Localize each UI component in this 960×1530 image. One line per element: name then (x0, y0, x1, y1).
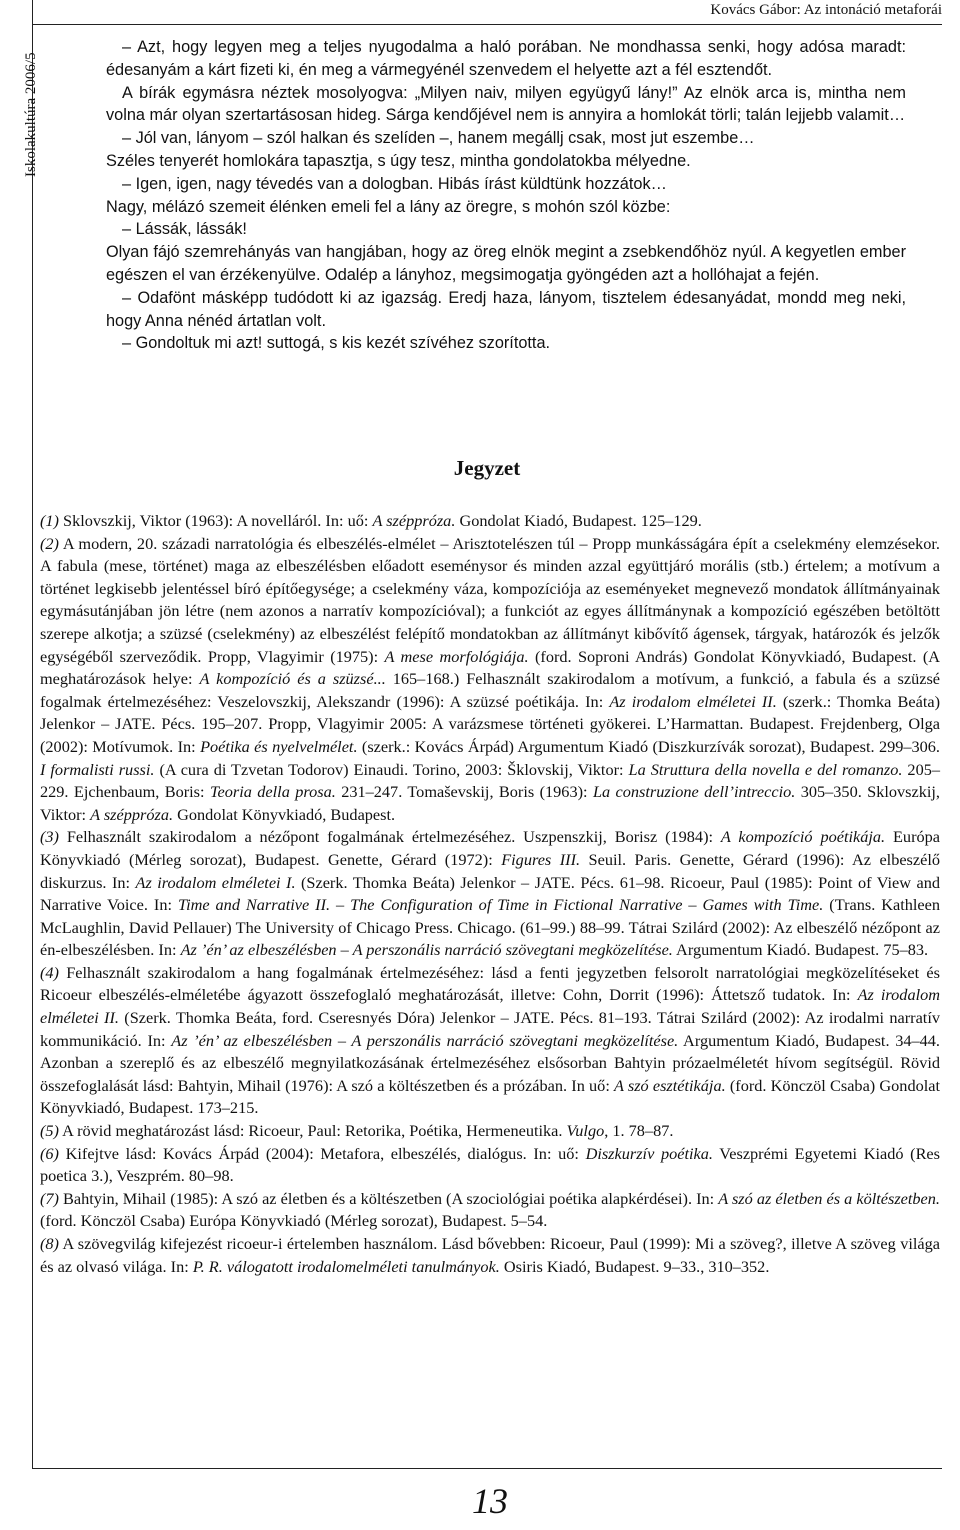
notes-section (40, 510, 940, 1278)
note-6: (6) Kifejtve lásd: Kovács Árpád (2004): Metafora, elbeszélés, dialógus. In: uő: Diszkurzív poétika. Veszprémi Egyetemi Kiadó (Res poetica 3.), Veszprém. 80–98. (40, 1143, 940, 1186)
story-text (106, 36, 906, 355)
paragraph: – Igen, igen, nagy tévedés van a dologban. Hibás írást küldtünk hozzátok… (122, 174, 667, 193)
note-1: (1) Sklovszkij, Viktor (1963): A novelláról. In: uő: A széppróza. Gondolat Kiadó, Budapest. 125–129. (40, 511, 702, 530)
note-5: (5) A rövid meghatározást lásd: Ricoeur, Paul: Retorika, Poétika, Hermeneutika. Vulgo, 1. 78–87. (40, 1121, 674, 1141)
journal-sidebar (4, 12, 39, 212)
journal-title: Iskolakultúra 2006/5 (23, 52, 39, 177)
header-rule (32, 24, 942, 25)
running-head: Kovács Gábor: Az intonáció metaforái (710, 2, 942, 18)
note-2: (2) A modern, 20. századi narratológia és elbeszélés-elmélet – Arisztotelészen túl – Propp munkásságára épít a cselekmény elemzésekor. A fabula (mese, történet) maga az elbeszélésben előadott eseménysor és minden azzal együttjáró morális (stb.) értelem; a motívum a történet legkisebb jelentéssel bíró építőegysége; a cselekmény váza, kompozíciója az eseményeket megnevező mondatok állítmányainak egymásutánjában jön létre (nem azonos a narratív kompozícióval); a funkciót az egyes állítmánynak a kompozíció egészében betöltött szerepe alkotja; a szüzsé (cselekmény) az elbeszélést felépítő mondatokban az állítmányt kibővítő ágensek, tárgyak, határozók és jelzők egységéből szerveződik. Propp, Vlagyimir (1975): A mese morfológiája. (ford. Soproni András) Gondolat Könyvkiadó, Budapest. (A meghatározások helye: A kompozíció és a szüzsé... 165–168.) Felhasznált szakirodalom a motívum, a funkció, a fabula és a szüzsé fogalmak értelmezéséhez: Veszelovszkij, Alekszandr (1996): A szüzsé poétikája. In: Az irodalom elméletei II. (szerk.: Thomka Beáta) Jelenkor – JATE. Pécs. 195–207. Propp, Vlagyimir 2005: A varázsmese történeti gyökerei. L’Harmattan. Budapest. Frejdenberg, Olga (2002): Motívumok. In: Poétika és nyelvelmélet. (szerk.: Kovács Árpád) Argumentum Kiadó (Diszkurzívák sorozat), Budapest. 299–306. I formalisti russi. (A cura di Tzvetan Todorov) Einaudi. Torino, 2003: Šklovskij, Viktor: La Struttura della novella e del romanzo. 205–229. Ejchenbaum, Boris: Teoria della prosa. 231–247. Tomaševskij, Boris (1963): La construzione dell’intreccio. 305–350. Sklovszkij, Viktor: A széppróza. Gondolat Könyvkiadó, Budapest. (40, 533, 941, 824)
note-number: (2) (40, 533, 59, 553)
note-number: (1) (40, 511, 59, 530)
sidebar-rule (32, 0, 33, 1468)
note-number: (8) (40, 1234, 59, 1253)
note-3: (3) Felhasznált szakirodalom a nézőpont fogalmának értelmezéséhez. Uszpenszkij, Borisz (1984): A kompozíció poétikája. Európa Könyvkiadó (Mérleg sorozat), Budapest. Genette, Gérard (1972): Figures III. Seuil. Paris. Genette, Gérard (1996): Az elbeszélő diskurzus. In: Az irodalom elméletei I. (Szerk. Thomka Beáta) Jelenkor – JATE. Pécs. 61–98. Ricoeur, Paul (1985): Point of View and Narrative Voice. In: Time and Narrative II. – The Configuration of Time in Fictional Narrative – Games with Time. (Trans. Kathleen McLaughlin, David Pellauer) The University of Chicago Press. Chicago. (61–99.) 88–99. Tátrai Szilárd (2002): Az elbeszélő nézőpont az én-elbeszélésben. In: Az ’én’ az elbeszélésben – A perszonális narráció szövegtani megközelítése. Argumentum Kiadó. Budapest. 75–83. (40, 827, 941, 960)
note-number: (4) (40, 962, 59, 982)
paragraph: – Azt, hogy legyen meg a teljes nyugodalma a haló porában. Ne mondhassa senki, hogy adósa maradt: édesanyám a kárt fizeti ki, én meg a vármegyénél szenvedem el helyette azt a fél esztendőt. (106, 38, 906, 79)
paragraph: A bírák egymásra néztek mosolyogva: „Milyen naiv, milyen együgyű lány!” Az elnök arca is, mintha nem volna már olyan szertartásosan hideg. Sárga kendőjével nem is annyira a homlokát törli; talán lejjebb valamit… (106, 83, 906, 125)
footer-rule (32, 1468, 942, 1469)
notes-heading: Jegyzet (453, 456, 521, 480)
page-number: 13 (472, 1481, 508, 1521)
note-7: (7) Bahtyin, Mihail (1985): A szó az életben és a költészetben (A szociológiai poétika alapkérdései). In: A szó az életben és a költészetben. (ford. Könczöl Csaba) Európa Könyvkiadó (Mérleg sorozat), Budapest. 5–54. (40, 1188, 940, 1231)
paragraph: – Lássák, lássák! (122, 220, 247, 239)
paragraph: Széles tenyerét homlokára tapasztja, s úgy tesz, mintha gondolatokba mélyedne. (106, 151, 691, 170)
paragraph: Olyan fájó szemrehányás van hangjában, hogy az öreg elnök megint a zsebkendőhöz nyúl. A kegyetlen ember egészen el van érzékenyülve. Odalép a lányhoz, megsimogatja gyöngéden azt a hollóhajat a fején. (106, 243, 906, 284)
paragraph: – Jól van, lányom – szól halkan és szelíden –, hanem megállj csak, most jut eszembe… (122, 129, 755, 148)
note-number: (3) (40, 827, 59, 847)
note-8: (8) A szövegvilág kifejezést ricoeur-i értelemben használom. Lásd bővebben: Ricoeur, Paul (1999): Mi a szöveg?, illetve A szöveg világa és az olvasó világa. In: P. R. válogatott irodalomelméleti tanulmányok. Osiris Kiadó, Budapest. 9–33., 310–352. (40, 1234, 940, 1276)
paragraph: – Odafönt másképp tudódott ki az igazság. Eredj haza, lányom, tisztelem édesanyádat, mondd meg neki, hogy Anna nénéd ártatlan volt. (106, 288, 906, 330)
note-number: (6) (40, 1143, 59, 1163)
paragraph: Nagy, mélázó szemeit élénken emeli fel a lány az öregre, s mohón szól közbe: (106, 197, 671, 216)
note-number: (7) (40, 1188, 59, 1208)
note-4: (4) Felhasznált szakirodalom a hang fogalmának értelmezéséhez: lásd a fenti jegyzetben felsorolt narratológiai megközelítéseket és Ricoeur elbeszélés-elméletébe ágyazott összefoglaló meghatározását, illetve: Cohn, Dorrit (1996): Áttetsző tudatok. In: Az irodalom elméletei II. (Szerk. Thomka Beáta, ford. Cseresnyés Dóra) Jelenkor – JATE. Pécs. 81–193. Tátrai Szilárd (2002): Az irodalmi narratív kommunikáció. In: Az ’én’ az elbeszélésben – A perszonális narráció szövegtani megközelítése. Argumentum Kiadó, Budapest. 34–44. Azonban a szereplő és az elbeszélő megnyilatkozásának értelmezéséhez elsősorban Bahtyin prózaelméletét hívom segítségül. Rövid összefoglalását lásd: Bahtyin, Mihail (1976): A szó a költészetben és a prózában. In uő: A szó esztétikája. (ford. Könczöl Csaba) Gondolat Könyvkiadó, Budapest. 173–215. (40, 962, 941, 1118)
note-number: (5) (40, 1121, 59, 1141)
paragraph: – Gondoltuk mi azt! suttogá, s kis kezét szívéhez szorította. (122, 334, 551, 353)
